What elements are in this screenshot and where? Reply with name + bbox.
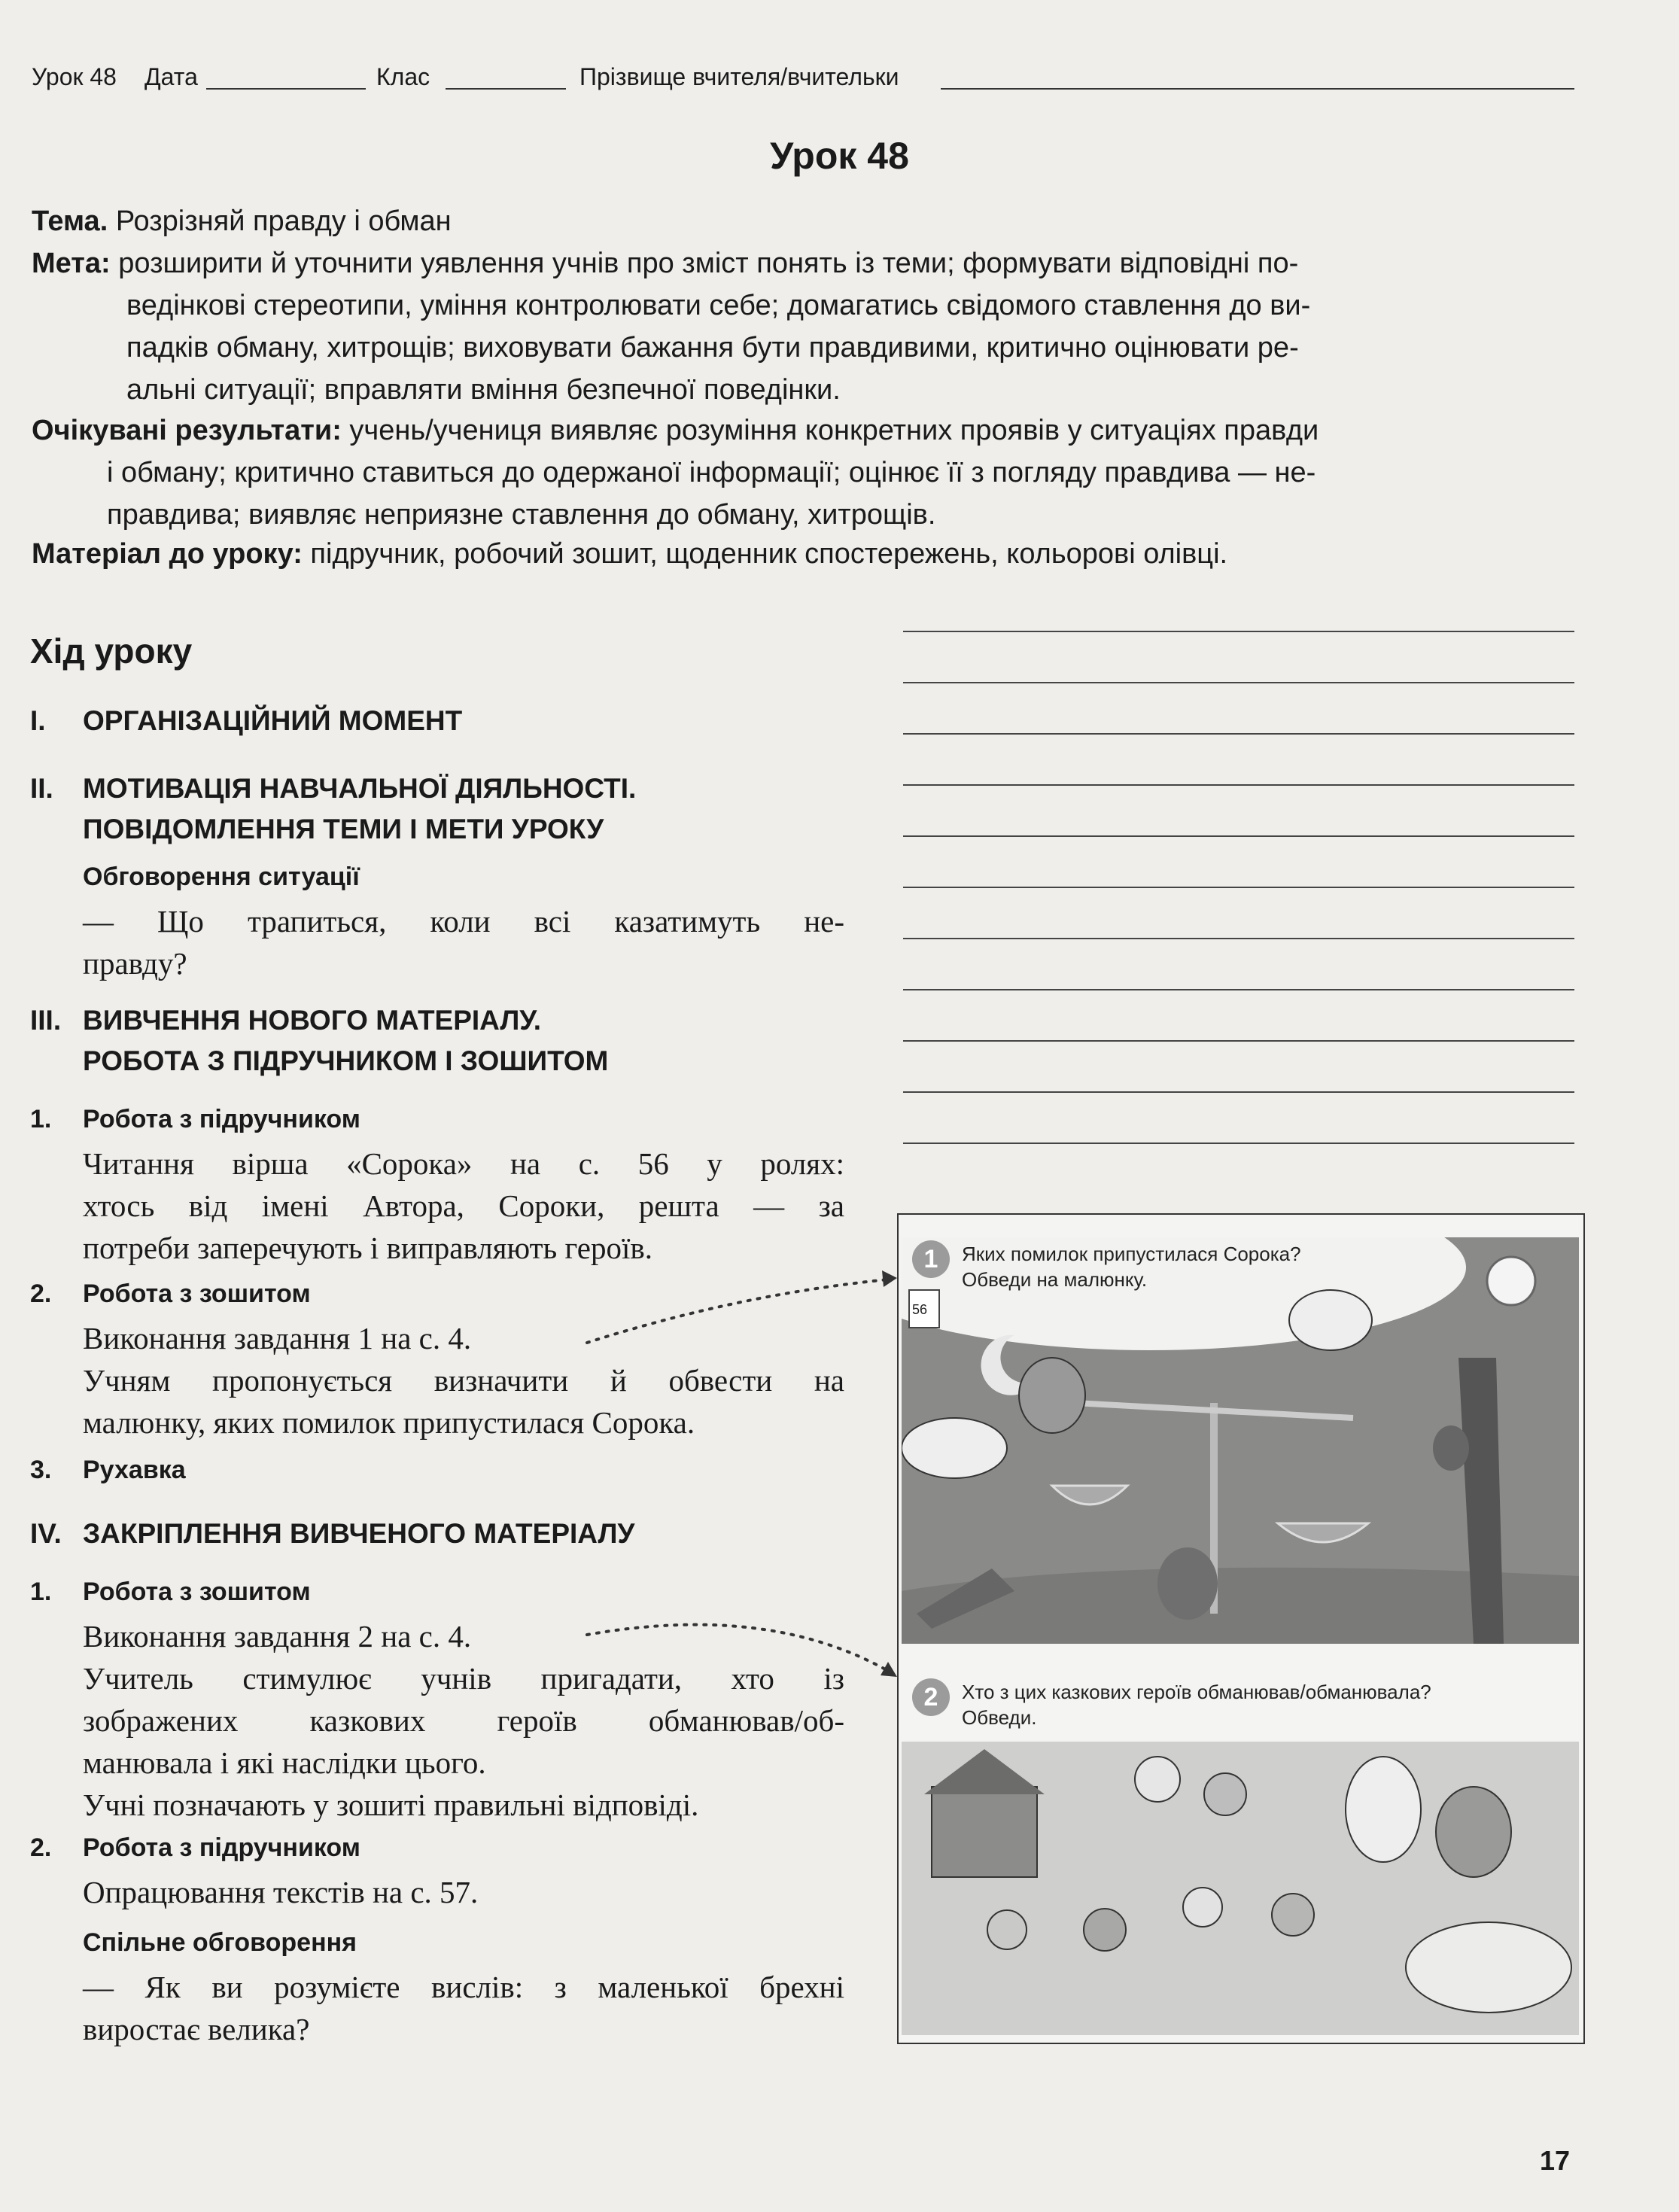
writing-line[interactable]: [903, 938, 1574, 939]
item-number: 1.: [30, 1578, 52, 1606]
boy-figure: [987, 1910, 1027, 1949]
text-line: Виконання завдання 1 на с. 4.: [83, 1321, 472, 1355]
pinocchio-figure: [1135, 1757, 1180, 1802]
goal-line: альні ситуації; вправляти вміння безпечної поведінки.: [126, 374, 841, 406]
writing-line[interactable]: [903, 1040, 1574, 1042]
fox-figure: [1204, 1773, 1246, 1815]
scene-1-drawing: [902, 1237, 1579, 1644]
hut-figure: [932, 1787, 1037, 1877]
magpie-scene-illustration[interactable]: [902, 1237, 1579, 1644]
task-2-line: Обведи.: [962, 1706, 1037, 1729]
section-2-num: II.: [30, 773, 53, 804]
section-1-title: ОРГАНІЗАЦІЙНИЙ МОМЕНТ: [83, 705, 463, 736]
item-title: Робота з зошитом: [83, 1578, 311, 1606]
fairy-tale-heroes-illustration[interactable]: [902, 1742, 1579, 2035]
arrow-to-task-2: [587, 1625, 888, 1671]
writing-line[interactable]: [903, 835, 1574, 837]
header-lesson: Урок 48: [32, 63, 117, 90]
page-title: Урок 48: [770, 135, 909, 177]
sheep-flock: [1406, 1922, 1571, 2013]
class-blank[interactable]: [446, 88, 566, 90]
course-title: Хід уроку: [30, 631, 193, 671]
text-line: Опрацювання текстів на с. 57.: [83, 1875, 479, 1909]
text-line: малюнку, яких помилок припустилася Сорока.: [83, 1405, 695, 1440]
section-2-title: ПОВІДОМЛЕННЯ ТЕМИ І МЕТИ УРОКУ: [83, 814, 604, 844]
arrow-to-task-1: [587, 1279, 888, 1343]
page-number: 17: [1540, 2145, 1571, 2176]
text-line: правду?: [83, 946, 187, 981]
item-title: Робота з підручником: [83, 1105, 360, 1133]
text-line: Учитель стимулює учнів пригадати, хто із: [83, 1661, 844, 1696]
rooster-figure: [1157, 1547, 1218, 1620]
topic-label: Тема: [32, 205, 100, 237]
writing-line[interactable]: [903, 989, 1574, 990]
topic-row: Тема. Розрізняй правду і обман: [32, 205, 452, 237]
text-line: манювала і які наслідки цього.: [83, 1745, 486, 1780]
witch-figure: [1084, 1909, 1126, 1951]
material-label: Матеріал до уроку: [32, 538, 294, 570]
cow-figure: [902, 1418, 1007, 1478]
discussion-heading: Спільне обговорення: [83, 1928, 357, 1957]
results-line: і обману; критично ставиться до одержаної інформації; оцінює її з погляду правдива — не-: [107, 457, 1316, 488]
writing-line[interactable]: [903, 784, 1574, 786]
task-2-line: Хто з цих казкових героїв обманював/обманювала?: [962, 1681, 1431, 1703]
item-number: 2.: [30, 1833, 52, 1862]
text-line: зображених казкових героїв обманював/об-: [83, 1703, 844, 1738]
section-4-title: ЗАКРІПЛЕННЯ ВИВЧЕНОГО МАТЕРІАЛУ: [83, 1518, 635, 1549]
owl-figure: [1019, 1358, 1085, 1433]
item-number: 3.: [30, 1456, 52, 1484]
situation-heading: Обговорення ситуації: [83, 863, 360, 891]
writing-line[interactable]: [903, 1143, 1574, 1144]
kolobok-figure: [1183, 1888, 1222, 1927]
item-number: 2.: [30, 1279, 52, 1308]
scales-pan-left: [1052, 1486, 1127, 1505]
text-line: — Як ви розумієте вислів: з маленької брехні: [83, 1970, 844, 2004]
goal-line: падків обману, хитрощів; виховувати бажання бути правдивими, критично оцінювати ре-: [126, 332, 1299, 364]
header-date-label: Дата: [144, 63, 198, 90]
results-row: Очікувані результати: учень/учениця виявляє розуміння конкретних проявів у ситуаціях правди і обману; критично ставиться до одержаної інформації; оцінює її з погляду правдива — не- правдива; виявляє неприязне ставлення до обману, хитрощів.: [32, 409, 1574, 452]
text-line: — Що трапиться, коли всі казатимуть не-: [83, 904, 844, 939]
goal-line: ведінкові стереотипи, уміння контролювати себе; домагатись свідомого ставлення до ви-: [126, 290, 1311, 321]
section-3-num: III.: [30, 1005, 62, 1036]
hut-roof: [924, 1749, 1045, 1794]
writing-line[interactable]: [903, 1091, 1574, 1093]
section-3-title: РОБОТА З ПІДРУЧНИКОМ І ЗОШИТОМ: [83, 1045, 609, 1076]
text-line: Учням пропонується визначити й обвести на: [83, 1363, 844, 1398]
section-4-num: IV.: [30, 1518, 62, 1549]
header-class-label: Клас: [376, 63, 430, 90]
teacher-blank[interactable]: [941, 88, 1574, 90]
cow-figure: [1289, 1290, 1372, 1350]
results-line: правдива; виявляє неприязне ставлення до обману, хитрощів.: [107, 499, 936, 531]
workbook-excerpt: [897, 1213, 1585, 2044]
owl-figure: [1433, 1425, 1469, 1471]
header-teacher-label: Прізвище вчителя/вчительки: [579, 63, 899, 90]
pointer-arrows: [572, 1249, 903, 1701]
results-label: Очікувані результати: [32, 415, 333, 446]
text-line: Виконання завдання 2 на с. 4.: [83, 1619, 472, 1654]
task-1-line: Яких помилок припустилася Сорока?: [962, 1243, 1301, 1265]
crane-figure: [1346, 1757, 1421, 1862]
task-2-badge: 2: [912, 1678, 950, 1716]
date-blank[interactable]: [206, 88, 366, 90]
goal-row: Мета: розширити й уточнити уявлення учнів про зміст понять із теми; формувати відповідні по- ведінкові стереотипи, уміння контролювати себе; домагатись свідомого ставлення до ви- падків обману, хитрощів; виховувати бажання бути правдивими, критично оцінювати ре- альні ситуації; вправляти вміння безпечної поведінки.: [32, 242, 1574, 284]
item-title: Робота з зошитом: [83, 1279, 311, 1308]
results-line: учень/учениця виявляє розуміння конкретних проявів у ситуаціях правди: [349, 415, 1319, 446]
item-number: 1.: [30, 1105, 52, 1133]
text-line: Учні позначають у зошиті правильні відповіді.: [83, 1788, 699, 1822]
item-title: Робота з підручником: [83, 1833, 360, 1862]
textbook-texts: [83, 1871, 844, 1913]
page-header: [32, 63, 1574, 93]
task-1-badge: 1: [912, 1240, 950, 1278]
situation-question: [83, 900, 844, 984]
book-page-number: 56: [912, 1302, 928, 1317]
material-text: підручник, робочий зошит, щоденник спостережень, кольорові олівці.: [310, 538, 1228, 570]
section-1-num: I.: [30, 705, 46, 736]
writing-line[interactable]: [903, 631, 1574, 632]
text-line: хтось від імені Автора, Сороки, решта — за: [83, 1188, 844, 1223]
goal-label: Мета: [32, 248, 102, 279]
section-3-title: ВИВЧЕННЯ НОВОГО МАТЕРІАЛУ.: [83, 1005, 541, 1036]
scales-pan-right: [1278, 1523, 1368, 1542]
material-row: Матеріал до уроку: підручник, робочий зошит, щоденник спостережень, кольорові олівці.: [32, 538, 1228, 570]
text-line: Читання вірша «Сорока» на с. 56 у ролях:: [83, 1146, 844, 1181]
text-line: потреби заперечують і виправляють героїв.: [83, 1231, 652, 1265]
item-title: Рухавка: [83, 1456, 186, 1484]
topic-text: Розрізняй правду і обман: [115, 205, 452, 237]
writing-line[interactable]: [903, 733, 1574, 735]
wolf-figure: [1272, 1894, 1314, 1936]
arrowhead-icon: [882, 1270, 897, 1287]
task-1-line: Обведи на малюнку.: [962, 1268, 1148, 1291]
sun-icon: [1487, 1257, 1535, 1305]
fox-figure: [1436, 1787, 1511, 1877]
scene-2-drawing: [902, 1742, 1579, 2035]
goal-line: розширити й уточнити уявлення учнів про зміст понять із теми; формувати відповідні по-: [118, 248, 1299, 279]
writing-line[interactable]: [903, 682, 1574, 683]
text-line: виростає велика?: [83, 2012, 310, 2046]
discussion-question: [83, 1966, 844, 2050]
section-2-title: МОТИВАЦІЯ НАВЧАЛЬНОЇ ДІЯЛЬНОСТІ.: [83, 773, 637, 804]
writing-line[interactable]: [903, 887, 1574, 888]
